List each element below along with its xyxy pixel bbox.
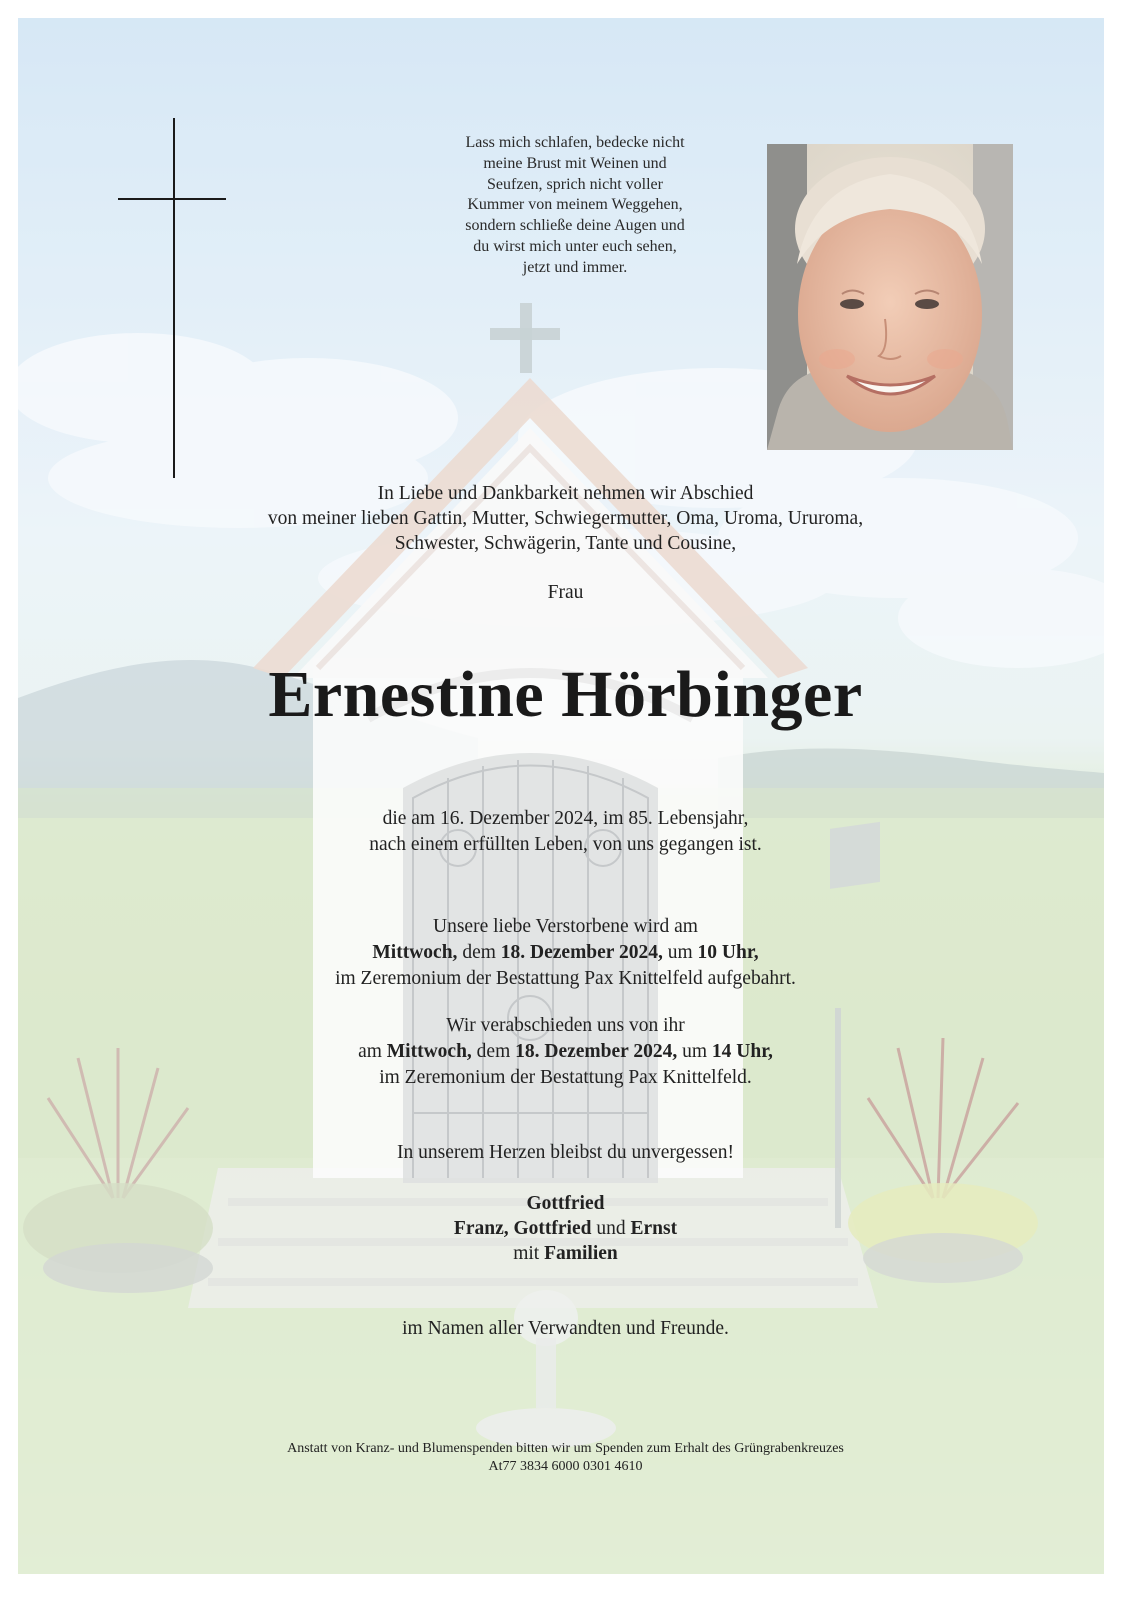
farewell-location: im Zeremonium der Bestattung Pax Knittelfeld. xyxy=(379,1067,752,1088)
mourner-child-name: Ernst xyxy=(630,1218,678,1239)
mourner-spouse xyxy=(0,1191,1131,1216)
farewell-date-connector: dem xyxy=(471,1041,516,1062)
farewell-time: 14 Uhr, xyxy=(711,1041,773,1062)
viewing-location: im Zeremonium der Bestattung Pax Knittelfeld aufgebahrt. xyxy=(335,968,796,989)
viewing-notice xyxy=(0,914,1131,992)
mourners-list xyxy=(0,1191,1131,1266)
cross-symbol-horizontal xyxy=(118,198,226,200)
viewing-date-value: 18. Dezember 2024, xyxy=(500,942,663,963)
poem-line: Seufzen, sprich nicht voller xyxy=(487,175,663,193)
poem-line: Lass mich schlafen, bedecke nicht xyxy=(465,134,685,151)
memorial-poem xyxy=(436,133,714,279)
donation-request xyxy=(0,1440,1131,1476)
viewing-intro: Unsere liebe Verstorbene wird am xyxy=(433,916,698,937)
mourner-children xyxy=(0,1216,1131,1241)
farewell-introduction xyxy=(0,481,1131,556)
cross-symbol-vertical xyxy=(173,118,175,478)
salutation: Frau xyxy=(547,582,584,603)
farewell-date xyxy=(0,1039,1131,1065)
intro-line: In Liebe und Dankbarkeit nehmen wir Abschied xyxy=(377,483,754,504)
intro-line: von meiner lieben Gattin, Mutter, Schwiegermutter, Oma, Uroma, Ururoma, xyxy=(267,508,864,529)
farewell-time-connector: um xyxy=(677,1041,712,1062)
death-notice-line: nach einem erfüllten Leben, von uns gegangen ist. xyxy=(369,834,762,855)
mourner-child-name: Franz, xyxy=(453,1218,509,1239)
portrait-photo xyxy=(767,144,1013,450)
poem-line: jetzt und immer. xyxy=(522,258,628,276)
farewell-intro: Wir verabschieden uns von ihr xyxy=(446,1015,685,1036)
viewing-weekday: Mittwoch, xyxy=(372,942,458,963)
death-notice-line: die am 16. Dezember 2024, im 85. Lebensjahr, xyxy=(382,808,749,829)
closing-phrase: In unserem Herzen bleibst du unvergessen! xyxy=(397,1142,734,1163)
mourner-families-label: Familien xyxy=(544,1243,618,1264)
farewell-weekday: Mittwoch, xyxy=(386,1041,472,1062)
viewing-time: 10 Uhr, xyxy=(697,942,759,963)
mourner-families xyxy=(0,1241,1131,1266)
mourner-connector: und xyxy=(591,1218,631,1239)
relatives-note: im Namen aller Verwandten und Freunde. xyxy=(402,1318,729,1339)
viewing-date-connector: dem xyxy=(457,942,501,963)
mourner-child-name: Gottfried xyxy=(513,1218,592,1239)
farewell-date-prefix: am xyxy=(358,1041,387,1062)
poem-line: meine Brust mit Weinen und xyxy=(483,154,667,172)
poem-line: du wirst mich unter euch sehen, xyxy=(473,237,677,255)
farewell-ceremony-notice xyxy=(0,1013,1131,1091)
donation-iban: At77 3834 6000 0301 4610 xyxy=(488,1459,643,1474)
deceased-name: Ernestine Hörbinger xyxy=(268,658,863,731)
poem-line: sondern schließe deine Augen und xyxy=(465,217,685,235)
death-notice xyxy=(0,806,1131,858)
poem-line: Kummer von meinem Weggehen, xyxy=(467,196,683,214)
farewell-date-value: 18. Dezember 2024, xyxy=(515,1041,678,1062)
viewing-time-connector: um xyxy=(662,942,698,963)
viewing-date xyxy=(0,940,1131,966)
intro-line: Schwester, Schwägerin, Tante und Cousine, xyxy=(394,533,737,554)
mourner-families-prefix: mit xyxy=(513,1243,545,1264)
mourner-spouse-name: Gottfried xyxy=(526,1193,605,1214)
donation-text: Anstatt von Kranz- und Blumenspenden bitten wir um Spenden zum Erhalt des Grüngrabenkreuzes xyxy=(287,1441,844,1456)
